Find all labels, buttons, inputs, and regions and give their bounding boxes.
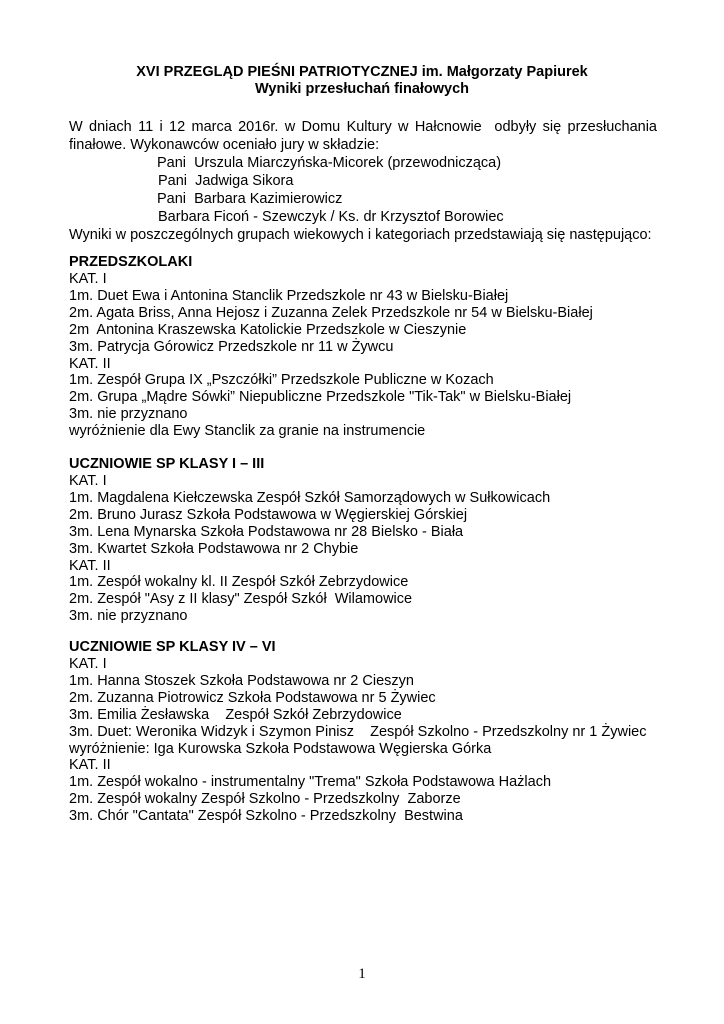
result-line: 1m. Hanna Stoszek Szkoła Podstawowa nr 2 Cieszyn (69, 672, 414, 689)
jury-list (69, 154, 657, 226)
jury-member: Barbara Ficoń - Szewczyk / Ks. dr Krzysztof Borowiec (158, 209, 504, 225)
result-line: 3m. Patrycja Górowicz Przedszkole nr 11 w Żywcu (69, 338, 394, 355)
page-number: 1 (358, 966, 366, 982)
section-przedszkolaki (69, 254, 669, 440)
result-line: 2m. Bruno Jurasz Szkoła Podstawowa w Węgierskiej Górskiej (69, 506, 468, 523)
result-line: wyróżnienie dla Ewy Stanclik za granie na instrumencie (69, 423, 426, 440)
result-line: KAT. I (69, 656, 107, 672)
intro-line-2: finałowe. Wykonawców oceniało jury w składzie: (69, 137, 380, 153)
section-heading: UCZNIOWIE SP KLASY IV – VI (69, 639, 276, 655)
result-line: 3m. nie przyznano (69, 406, 188, 423)
result-line: 2m. Agata Briss, Anna Hejosz i Zuzanna Zelek Przedszkole nr 54 w Bielsku-Białej (69, 304, 593, 321)
result-line: 2m. Zuzanna Piotrowicz Szkoła Podstawowa nr 5 Żywiec (69, 689, 436, 706)
result-line: KAT. II (69, 355, 111, 372)
result-line: 3m. nie przyznano (69, 608, 188, 625)
result-line: wyróżnienie: Iga Kurowska Szkoła Podstawowa Węgierska Górka (69, 740, 492, 757)
result-line: 2m. Grupa „Mądre Sówki” Niepubliczne Przedszkole "Tik-Tak" w Bielsku-Białej (69, 389, 572, 406)
result-line: 1m. Magdalena Kiełczewska Zespół Szkół Samorządowych w Sułkowicach (69, 489, 551, 506)
result-line: 3m. Lena Mynarska Szkoła Podstawowa nr 28 Bielsko - Biała (69, 523, 464, 540)
section-sp-klasy-1-3 (69, 456, 669, 625)
section-heading: UCZNIOWIE SP KLASY I – III (69, 456, 265, 472)
result-line: 2m. Zespół "Asy z II klasy" Zespół Szkół Wilamowice (69, 591, 413, 608)
result-line: 1m. Zespół wokalno - instrumentalny "Trema" Szkoła Podstawowa Hażlach (69, 774, 552, 791)
intro-line-1: W dniach 11 i 12 marca 2016r. w Domu Kultury w Hałcnowie odbyły się przesłuchania (69, 119, 657, 135)
intro-paragraph (69, 118, 657, 244)
result-line: 1m. Zespół wokalny kl. II Zespół Szkół Zebrzydowice (69, 574, 409, 591)
section-heading: PRZEDSZKOLAKI (69, 254, 193, 270)
document-title: XVI PRZEGLĄD PIEŚNI PATRIOTYCZNEJ im. Małgorzaty Papiurek (136, 64, 588, 80)
result-line: 2m. Zespół wokalny Zespół Szkolno - Przedszkolny Zaborze (69, 791, 461, 808)
jury-member: Pani Urszula Miarczyńska-Micorek (przewodnicząca) (157, 155, 502, 171)
result-line: 3m. Chór "Cantata" Zespół Szkolno - Przedszkolny Bestwina (69, 808, 463, 825)
result-line: 2m Antonina Kraszewska Katolickie Przedszkole w Cieszynie (69, 321, 467, 338)
document-subtitle: Wyniki przesłuchań finałowych (254, 81, 470, 97)
section-sp-klasy-4-6 (69, 639, 669, 825)
result-line: 3m. Kwartet Szkoła Podstawowa nr 2 Chybie (69, 540, 359, 557)
jury-member: Pani Jadwiga Sikora (158, 173, 294, 189)
result-line: 3m. Emilia Żesławska Zespół Szkół Zebrzydowice (69, 706, 402, 723)
jury-member: Pani Barbara Kazimierowicz (157, 191, 343, 207)
result-line: 3m. Duet: Weronika Widzyk i Szymon Pinisz Zespół Szkolno - Przedszkolny nr 1 Żywiec (69, 723, 647, 740)
result-line: KAT. II (69, 757, 111, 774)
result-line: KAT. I (69, 473, 107, 489)
result-line: 1m. Zespół Grupa IX „Pszczółki” Przedszkole Publiczne w Kozach (69, 372, 494, 389)
result-line: KAT. I (69, 271, 107, 287)
intro-closing: Wyniki w poszczególnych grupach wiekowych i kategoriach przedstawiają się następująco: (69, 227, 652, 243)
result-line: 1m. Duet Ewa i Antonina Stanclik Przedszkole nr 43 w Bielsku-Białej (69, 287, 509, 304)
result-line: KAT. II (69, 557, 111, 574)
